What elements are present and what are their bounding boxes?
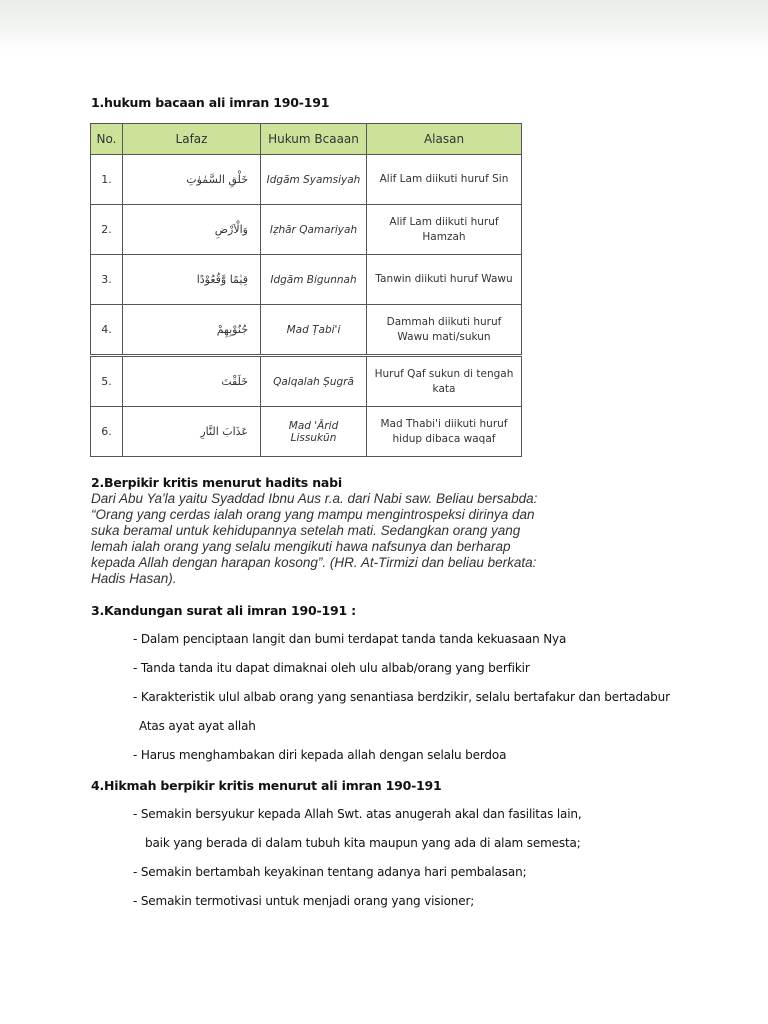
list-item: - Semakin termotivasi untuk menjadi orang yang visioner; [133,894,475,908]
row-number: 3. [91,255,123,305]
list-item: - Dalam penciptaan langit dan bumi terdapat tanda tanda kekuasaan Nya [133,632,567,646]
hukum-bacaan: Idgām Bigunnah [261,255,367,305]
list-item: - Harus menghambakan diri kepada allah dengan selalu berdoa [133,748,507,762]
row-number: 5. [91,356,123,407]
list-item: - Semakin bersyukur kepada Allah Swt. atas anugerah akal dan fasilitas lain, [133,807,582,821]
list-item: - Tanda tanda itu dapat dimaknai oleh ulu albab/orang yang berfikir [133,661,530,675]
list-item: baik yang berada di dalam tubuh kita maupun yang ada di alam semesta; [145,836,581,850]
table-row [91,205,522,255]
hukum-bacaan: Qalqalah Ṣugrā [261,356,367,407]
table-row [91,255,522,305]
quote-line: Hadis Hasan). [91,571,177,586]
alasan: Tanwin diikuti huruf Wawu [367,255,522,305]
row-number: 1. [91,155,123,205]
arabic-lafaz: خَلْقِ السَّمٰوٰتِ [123,155,261,205]
table-row [91,305,522,356]
quote-line: Dari Abu Ya'la yaitu Syaddad Ibnu Aus r.a. dari Nabi saw. Beliau bersabda: [91,491,538,506]
hukum-bacaan: Idgām Syamsiyah [261,155,367,205]
alasan: Huruf Qaf sukun di tengah kata [367,356,522,407]
header-no: No. [91,124,123,155]
alasan: Mad Thabi'i diikuti huruf hidup dibaca waqaf [367,407,522,457]
alasan: Alif Lam diikuti huruf Sin [367,155,522,205]
quote-line: suka beramal untuk kehidupannya setelah mati. Sedangkan orang yang [91,523,521,538]
hukum-bacaan: Iẓhār Qamariyah [261,205,367,255]
quote-line: lemah ialah orang yang selalu mengikuti hawa nafsunya dan berharap [91,539,511,554]
alasan: Dammah diikuti huruf Wawu mati/sukun [367,305,522,356]
hukum-bacaan: Mad Ṭabi'i [261,305,367,356]
section-3-title: 3.Kandungan surat ali imran 190-191 : [91,603,356,618]
header-hukum: Hukum Bcaaan [261,124,367,155]
table-row [91,407,522,457]
hukum-bacaan: Mad 'Ārid Lissukūn [261,407,367,457]
arabic-lafaz: وَالْاَرْضِ [123,205,261,255]
arabic-lafaz: قِيٰمًا وَّقُعُوْدًا [123,255,261,305]
row-number: 2. [91,205,123,255]
row-number: 6. [91,407,123,457]
hukum-bacaan-table [90,123,522,457]
arabic-lafaz: خَلَقْتَ [123,356,261,407]
list-item: - Karakteristik ulul albab orang yang senantiasa berdzikir, selalu bertafakur dan bertadabur [133,690,670,704]
hadith-quote [91,491,571,587]
arabic-lafaz: جُنُوْبِهِمْ [123,305,261,356]
alasan: Alif Lam diikuti huruf Hamzah [367,205,522,255]
section-2-title: 2.Berpikir kritis menurut hadits nabi [91,475,342,490]
row-number: 4. [91,305,123,356]
section-1-title: 1.hukum bacaan ali imran 190-191 [91,95,330,110]
quote-line: kepada Allah dengan harapan kosong”. (HR. At-Tirmizi dan beliau berkata: [91,555,537,570]
quote-line: “Orang yang cerdas ialah orang yang mampu mengintrospeksi dirinya dan [91,507,535,522]
table-header-row [91,124,522,155]
arabic-lafaz: عَذَابَ النَّارِ [123,407,261,457]
top-scan-shadow [0,0,768,52]
section-4-title: 4.Hikmah berpikir kritis menurut ali imran 190-191 [91,778,442,793]
header-lafaz: Lafaz [123,124,261,155]
table-row [91,155,522,205]
table-row [91,356,522,407]
header-alasan: Alasan [367,124,522,155]
list-item: Atas ayat ayat allah [139,719,256,733]
list-item: - Semakin bertambah keyakinan tentang adanya hari pembalasan; [133,865,527,879]
